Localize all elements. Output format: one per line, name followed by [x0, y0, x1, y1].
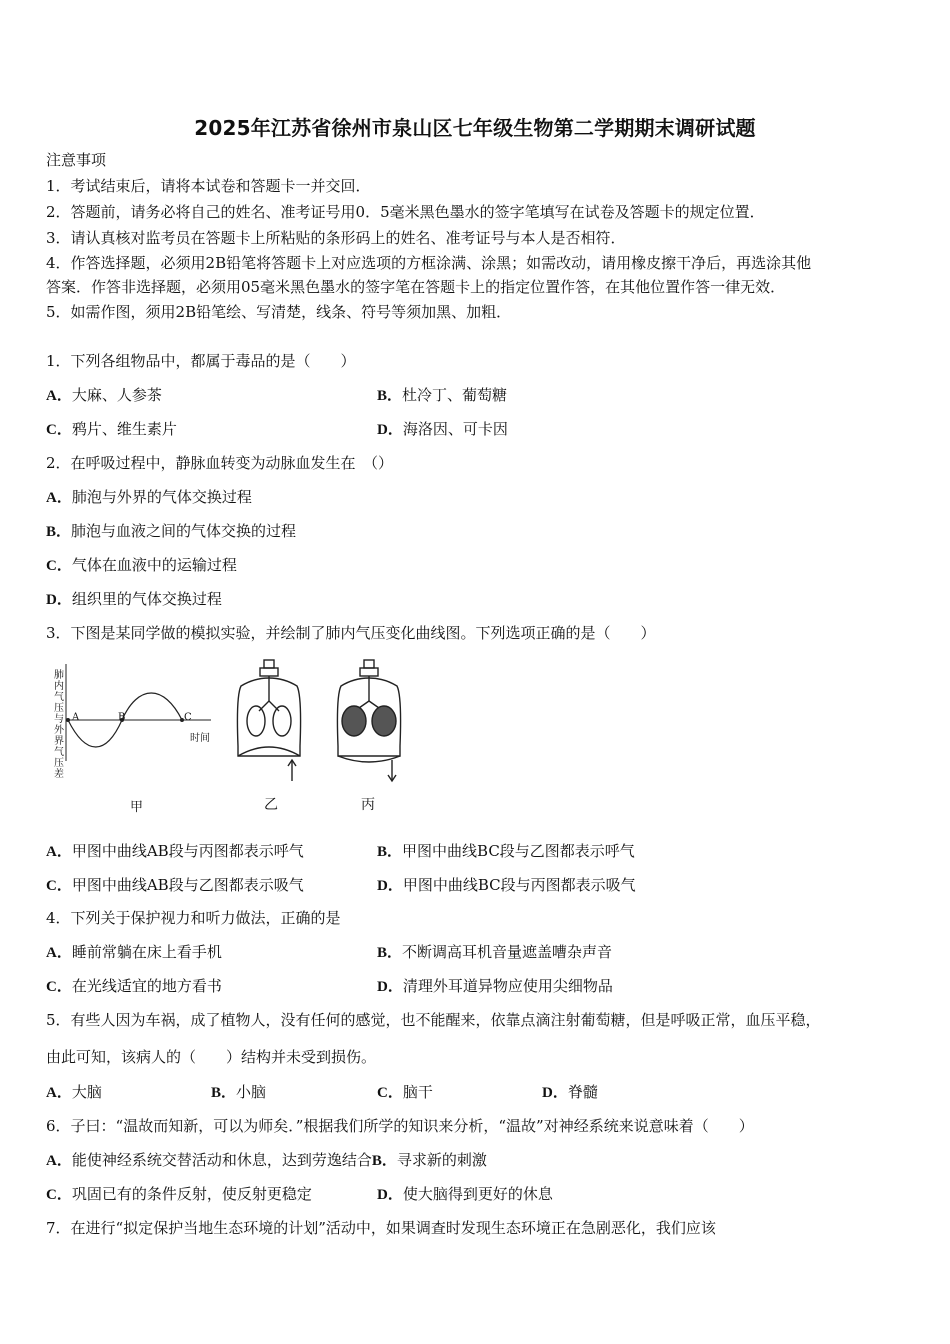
q6-option-a-b: A．能使神经系统交替活动和休息，达到劳逸结合B．寻求新的刺激	[46, 1151, 487, 1169]
q5-option-d: D．脊髓	[542, 1083, 598, 1101]
q3-option-a: A．甲图中曲线AB段与丙图都表示呼气	[46, 842, 304, 860]
notice-item: 4．作答选择题，必须用2B铅笔将答题卡上对应选项的方框涂满、涂黑；如需改动，请用橡皮擦干净后，再选涂其他	[46, 254, 812, 272]
q4-option-b: B．不断调高耳机音量遮盖嘈杂声音	[377, 943, 613, 961]
x-axis-label: 时间	[190, 733, 210, 744]
notice-item: 2．答题前，请务必将自己的姓名、准考证号用0．5毫米黑色墨水的签字笔填写在试卷及答题卡的规定位置．	[46, 203, 765, 221]
y-axis-label: 肺内气压与外界气压差	[54, 670, 64, 780]
q5-option-c: C．脑干	[377, 1083, 433, 1101]
q3-option-b: B．甲图中曲线BC段与乙图都表示呼气	[377, 842, 635, 860]
figure-svg	[46, 656, 466, 816]
q3-option-c: C．甲图中曲线AB段与乙图都表示吸气	[46, 876, 304, 894]
q2-option-d: D．组织里的气体交换过程	[46, 590, 222, 608]
q1-option-b: B．杜冷丁、葡萄糖	[377, 386, 508, 404]
notice-item: 1．考试结束后，请将本试卷和答题卡一并交回．	[46, 177, 371, 195]
q2-option-b: B．肺泡与血液之间的气体交换的过程	[46, 522, 297, 540]
panel-label-yi: 乙	[264, 797, 278, 813]
point-a-label: A	[72, 712, 80, 723]
q4-option-c: C．在光线适宜的地方看书	[46, 977, 222, 995]
lung-model-figure	[46, 656, 466, 816]
q5-option-a: A．大脑	[46, 1083, 102, 1101]
q4-option-a: A．睡前常躺在床上看手机	[46, 943, 222, 961]
question-4-stem: 4．下列关于保护视力和听力做法，正确的是	[46, 909, 341, 927]
question-7-stem: 7．在进行“拟定保护当地生态环境的计划”活动中，如果调查时发现生态环境正在急剧恶化，我们应该	[46, 1219, 716, 1237]
q6-option-c: C．巩固已有的条件反射，使反射更稳定	[46, 1185, 312, 1203]
panel-label-jia: 甲	[130, 800, 144, 815]
q1-option-c: C．鸦片、维生素片	[46, 420, 177, 438]
q1-option-a: A．大麻、人参茶	[46, 386, 162, 404]
point-c-label: C	[184, 712, 192, 723]
notice-heading: 注意事项	[46, 151, 107, 169]
point-b-label: B	[118, 712, 126, 723]
question-6-stem: 6．子曰：“温故而知新，可以为师矣．”根据我们所学的知识来分析，“温故”对神经系统来说意味着（ ）	[46, 1117, 754, 1135]
q2-option-c: C．气体在血液中的运输过程	[46, 556, 237, 574]
q4-option-d: D．清理外耳道异物应使用尖细物品	[377, 977, 613, 995]
notice-item: 5．如需作图，须用2B铅笔绘、写清楚，线条、符号等须加黑、加粗．	[46, 303, 512, 321]
notice-item: 答案．作答非选择题，必须用05毫米黑色墨水的签字笔在答题卡上的指定位置作答，在其他位置作答一律无效．	[46, 278, 786, 296]
question-1-stem: 1．下列各组物品中，都属于毒品的是（ ）	[46, 352, 356, 370]
question-3-stem: 3．下图是某同学做的模拟实验，并绘制了肺内气压变化曲线图。下列选项正确的是（ ）	[46, 624, 656, 642]
question-5-stem-cont: 由此可知，该病人的（ ）结构并未受到损伤。	[46, 1048, 377, 1066]
question-2-stem: 2．在呼吸过程中，静脉血转变为动脉血发生在 （）	[46, 454, 394, 472]
panel-label-bing: 丙	[361, 797, 375, 813]
q2-option-a: A．肺泡与外界的气体交换过程	[46, 488, 252, 506]
q6-option-d: D．使大脑得到更好的休息	[377, 1185, 553, 1203]
question-5-stem: 5．有些人因为车祸，成了植物人，没有任何的感觉，也不能醒来，依靠点滴注射葡萄糖，但是呼吸正常，血压平稳，	[46, 1011, 821, 1029]
q3-option-d: D．甲图中曲线BC段与丙图都表示吸气	[377, 876, 636, 894]
notice-item: 3．请认真核对监考员在答题卡上所粘贴的条形码上的姓名、准考证号与本人是否相符．	[46, 229, 626, 247]
jar-bing	[337, 660, 400, 781]
page-title: 2025年江苏省徐州市泉山区七年级生物第二学期期末调研试题	[194, 116, 756, 140]
q1-option-d: D．海洛因、可卡因	[377, 420, 508, 438]
q5-option-b: B．小脑	[211, 1083, 267, 1101]
jar-yi	[237, 660, 300, 781]
